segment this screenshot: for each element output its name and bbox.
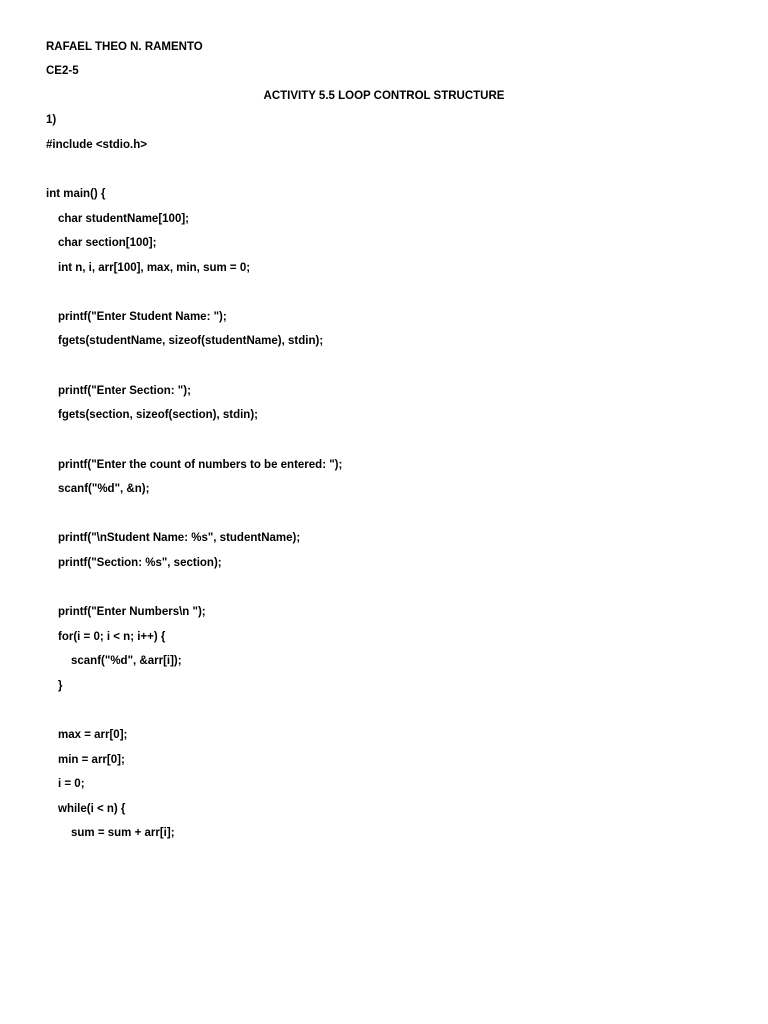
code-line: for(i = 0; i < n; i++) { [58, 631, 166, 643]
code-line: while(i < n) { [58, 803, 126, 815]
author-name: RAFAEL THEO N. RAMENTO [46, 41, 203, 53]
code-line: printf("\nStudent Name: %s", studentName); [58, 532, 301, 544]
code-line: #include <stdio.h> [46, 139, 147, 151]
code-line: max = arr[0]; [58, 729, 128, 741]
code-line: scanf("%d", &arr[i]); [71, 655, 182, 667]
code-line: printf("Enter Numbers\n "); [58, 606, 206, 618]
code-line: sum = sum + arr[i]; [71, 827, 175, 839]
code-line: fgets(studentName, sizeof(studentName), stdin); [58, 335, 324, 347]
item-number: 1) [46, 114, 57, 126]
code-line: } [58, 680, 63, 692]
code-line: fgets(section, sizeof(section), stdin); [58, 409, 258, 421]
code-line: min = arr[0]; [58, 754, 125, 766]
code-line: printf("Enter Section: "); [58, 385, 191, 397]
code-line: scanf("%d", &n); [58, 483, 150, 495]
code-line: int n, i, arr[100], max, min, sum = 0; [58, 262, 251, 274]
code-line: char section[100]; [58, 237, 157, 249]
code-line: printf("Enter the count of numbers to be entered: "); [58, 459, 343, 471]
code-line: printf("Section: %s", section); [58, 557, 222, 569]
code-line: char studentName[100]; [58, 213, 190, 225]
activity-title: ACTIVITY 5.5 LOOP CONTROL STRUCTURE [263, 90, 505, 102]
code-line: int main() { [46, 188, 106, 200]
class-section: CE2-5 [46, 65, 79, 77]
code-line: i = 0; [58, 778, 85, 790]
code-line: printf("Enter Student Name: "); [58, 311, 227, 323]
